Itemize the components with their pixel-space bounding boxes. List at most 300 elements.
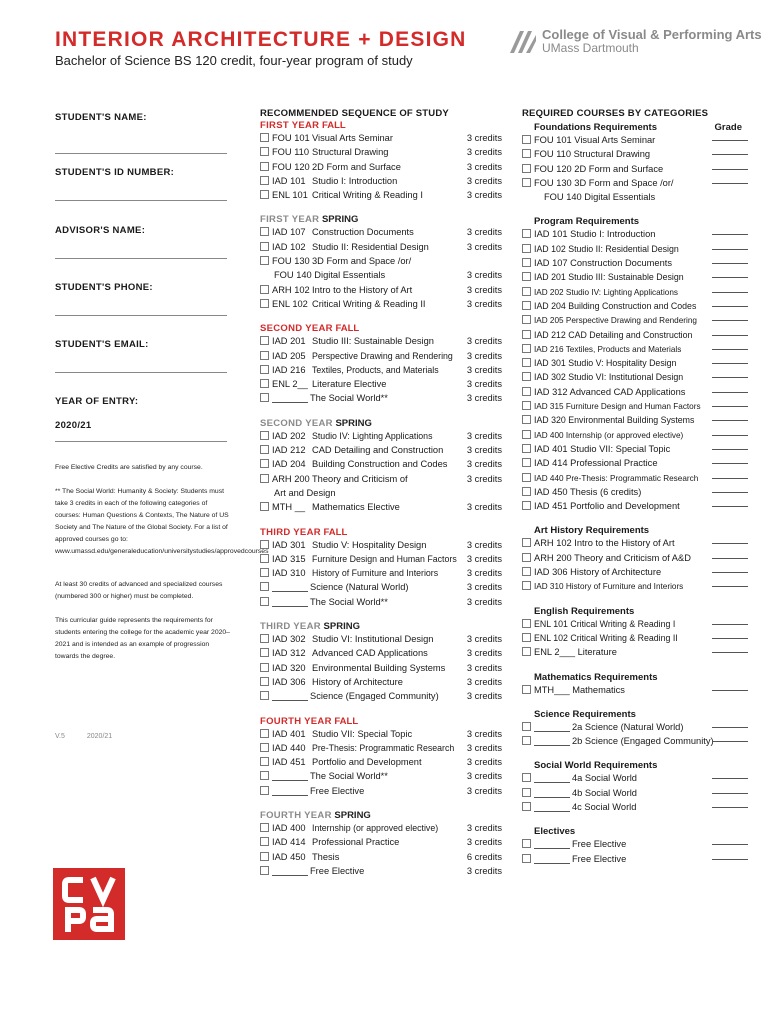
requirement-blank-line[interactable] [534, 736, 570, 746]
course-code: FOU 130 [272, 256, 310, 267]
course-row [260, 784, 502, 798]
course-row [260, 391, 502, 405]
semester-term: SPRING [321, 214, 359, 226]
course-credits: 3 credits [466, 161, 502, 172]
course-row [260, 566, 502, 580]
requirement-text: 2a Science (Natural World) [572, 721, 684, 732]
requirement-checkbox[interactable] [522, 553, 531, 562]
course-checkbox[interactable] [260, 648, 269, 657]
course-credits: 3 credits [466, 634, 502, 645]
requirement-text: IAD 440 Pre-Thesis: Programmatic Research [534, 473, 699, 483]
requirement-row [522, 313, 748, 327]
course-name: FOU 140 Digital Essentials [274, 270, 386, 281]
course-credits: 3 credits [466, 445, 502, 456]
semester-term: SPRING [335, 417, 372, 429]
course-row [260, 363, 502, 377]
requirement-text: IAD 315 Furniture Design and Human Factors [534, 402, 701, 412]
course-row [260, 595, 502, 609]
course-checkbox[interactable] [260, 866, 269, 875]
requirement-text: 4b Social World [572, 787, 637, 798]
requirement-checkbox[interactable] [522, 501, 531, 510]
grade-line[interactable] [712, 690, 748, 691]
requirement-checkbox[interactable] [522, 788, 531, 797]
course-credits: 3 credits [466, 539, 502, 550]
course-name: 2D Form and Surface [312, 161, 401, 172]
requirement-checkbox[interactable] [522, 272, 531, 281]
requirement-checkbox[interactable] [522, 633, 531, 642]
grade-line[interactable] [712, 292, 748, 293]
grade-line[interactable] [712, 741, 748, 742]
course-code: IAD 310 [272, 568, 306, 579]
grade-line[interactable] [712, 492, 748, 493]
course-row [260, 334, 502, 348]
categories-heading: REQUIRED COURSES BY CATEGORIES [522, 108, 709, 119]
course-credits: 3 credits [466, 459, 502, 470]
course-name: Advanced CAD Applications [312, 648, 428, 659]
student-name-line[interactable] [55, 153, 227, 154]
course-checkbox[interactable] [260, 133, 269, 142]
course-code: ENL 2__ [272, 379, 308, 390]
semester-term: SPRING [323, 621, 360, 633]
requirement-blank-line[interactable] [534, 802, 570, 812]
grade-line[interactable] [712, 586, 748, 587]
course-row [260, 646, 502, 660]
requirement-checkbox[interactable] [522, 401, 531, 410]
student-id-line[interactable] [55, 200, 227, 201]
course-checkbox[interactable] [260, 691, 269, 700]
course-checkbox[interactable] [260, 757, 269, 766]
phone-label: STUDENT'S PHONE: [55, 282, 153, 293]
course-name: 3D Form and Space /or/ [312, 256, 412, 267]
grade-line[interactable] [712, 349, 748, 350]
course-credits: 3 credits [466, 430, 502, 441]
requirement-blank-line[interactable] [534, 839, 570, 849]
course-checkbox[interactable] [260, 677, 269, 686]
course-checkbox[interactable] [260, 445, 269, 454]
version-year: 2020/21 [86, 733, 113, 740]
requirement-checkbox[interactable] [522, 444, 531, 453]
course-checkbox[interactable] [260, 743, 269, 752]
course-row [260, 500, 502, 514]
requirement-checkbox[interactable] [522, 773, 531, 782]
grade-line[interactable] [712, 377, 748, 378]
grade-line[interactable] [712, 844, 748, 845]
course-checkbox[interactable] [260, 540, 269, 549]
course-checkbox[interactable] [260, 393, 269, 402]
course-checkbox[interactable] [260, 147, 269, 156]
grade-line[interactable] [712, 463, 748, 464]
requirement-group-title-text: Foundations Requirements [534, 122, 657, 133]
requirement-group-title: Program Requirements [534, 216, 640, 228]
requirement-row [522, 342, 748, 356]
course-credits: 3 credits [466, 379, 502, 390]
requirement-checkbox[interactable] [522, 344, 531, 353]
course-checkbox[interactable] [260, 336, 269, 345]
requirement-text: IAD 306 History of Architecture [534, 567, 662, 578]
course-checkbox[interactable] [260, 285, 269, 294]
requirement-text: FOU 130 3D Form and Space /or/ [534, 177, 674, 188]
course-credits: 3 credits [466, 298, 502, 309]
grade-line[interactable] [712, 543, 748, 544]
grade-line[interactable] [712, 859, 748, 860]
requirement-row [522, 645, 748, 659]
grade-line[interactable] [712, 478, 748, 479]
course-checkbox[interactable] [260, 162, 269, 171]
grade-line[interactable] [712, 572, 748, 573]
grade-line[interactable] [712, 306, 748, 307]
year-line[interactable] [55, 441, 227, 442]
requirement-checkbox[interactable] [522, 330, 531, 339]
semester-heading [260, 418, 502, 429]
course-row [260, 538, 502, 552]
course-row [260, 580, 502, 594]
requirement-checkbox[interactable] [522, 387, 531, 396]
requirement-checkbox[interactable] [522, 538, 531, 547]
student-id-label: STUDENT'S ID NUMBER: [55, 167, 175, 178]
requirement-checkbox[interactable] [522, 287, 531, 296]
requirement-checkbox[interactable] [522, 619, 531, 628]
requirement-text: ENL 102 Critical Writing & Reading II [534, 632, 678, 643]
grade-line[interactable] [712, 558, 748, 559]
requirement-text: IAD 204 Building Construction and Codes [534, 300, 697, 311]
grade-line[interactable] [712, 154, 748, 155]
course-row [260, 864, 502, 878]
requirement-checkbox[interactable] [522, 854, 531, 863]
course-name: Internship (or approved elective) [312, 822, 439, 833]
course-code: IAD 102 [272, 241, 306, 252]
requirement-checkbox[interactable] [522, 722, 531, 731]
course-credits: 3 credits [466, 676, 502, 687]
requirement-checkbox[interactable] [522, 315, 531, 324]
requirement-row [522, 242, 748, 256]
requirement-text: ARH 102 Intro to the History of Art [534, 538, 675, 549]
requirement-checkbox[interactable] [522, 358, 531, 367]
course-checkbox[interactable] [260, 597, 269, 606]
course-row [260, 131, 502, 145]
requirement-checkbox[interactable] [522, 149, 531, 158]
course-name: Literature Elective [312, 379, 387, 390]
course-code: IAD 306 [272, 676, 306, 687]
course-row [260, 552, 502, 566]
grade-line[interactable] [712, 277, 748, 278]
requirement-text: 4c Social World [572, 801, 637, 812]
course-checkbox[interactable] [260, 771, 269, 780]
course-code: IAD 450 [272, 851, 306, 862]
semester-year: SECOND YEAR [260, 323, 333, 335]
course-name: Studio V: Hospitality Design [312, 539, 427, 550]
requirement-group-title: Mathematics Requirements [534, 671, 658, 683]
course-checkbox[interactable] [260, 176, 269, 185]
course-checkbox[interactable] [260, 554, 269, 563]
course-checkbox[interactable] [260, 582, 269, 591]
course-blank-line[interactable] [272, 786, 308, 796]
grade-label: Grade [714, 122, 742, 133]
semester-year: SECOND YEAR [260, 417, 333, 429]
requirement-checkbox[interactable] [522, 301, 531, 310]
course-code: FOU 120 [272, 161, 310, 172]
grade-line[interactable] [712, 392, 748, 393]
course-row [260, 160, 502, 174]
year-label: YEAR OF ENTRY: [55, 396, 139, 407]
course-code: IAD 414 [272, 837, 306, 848]
course-credits: 3 credits [466, 648, 502, 659]
requirement-checkbox[interactable] [522, 567, 531, 576]
course-checkbox[interactable] [260, 299, 269, 308]
requirement-row [522, 631, 748, 645]
phone-line[interactable] [55, 315, 227, 316]
course-credits: 6 credits [466, 851, 502, 862]
course-name: Studio VI: Institutional Design [312, 634, 434, 645]
email-label: STUDENT'S EMAIL: [55, 339, 149, 350]
requirement-text: IAD 101 Studio I: Introduction [534, 229, 656, 240]
grade-line[interactable] [712, 363, 748, 364]
advisor-label: ADVISOR'S NAME: [55, 225, 146, 236]
requirement-text: IAD 301 Studio V: Hospitality Design [534, 358, 677, 369]
course-name: Studio IV: Lighting Applications [312, 430, 433, 441]
course-credits: 3 credits [466, 582, 502, 593]
grade-line[interactable] [712, 420, 748, 421]
course-credits: 3 credits [466, 284, 502, 295]
semester-year: THIRD YEAR [260, 526, 321, 538]
course-row [260, 377, 502, 391]
requirement-checkbox[interactable] [522, 258, 531, 267]
semester-term: FALL [335, 323, 360, 335]
requirement-checkbox[interactable] [522, 430, 531, 439]
requirement-checkbox[interactable] [522, 487, 531, 496]
course-credits: 3 credits [466, 865, 502, 876]
course-checkbox[interactable] [260, 852, 269, 861]
requirement-checkbox[interactable] [522, 415, 531, 424]
course-name: The Social World** [310, 393, 388, 404]
grade-line[interactable] [712, 506, 748, 507]
requirement-checkbox[interactable] [522, 164, 531, 173]
course-credits: 3 credits [466, 270, 502, 281]
course-credits: 3 credits [466, 502, 502, 513]
course-row [260, 240, 502, 254]
requirement-checkbox[interactable] [522, 372, 531, 381]
requirement-checkbox[interactable] [522, 736, 531, 745]
advisor-line[interactable] [55, 258, 227, 259]
requirement-row [522, 786, 748, 800]
requirement-row [522, 536, 748, 550]
course-row [260, 741, 502, 755]
note-advanced-credits: At least 30 credits of advanced and specialized courses (numbered 300 or higher) must be completed. [55, 581, 223, 600]
grade-line[interactable] [712, 652, 748, 653]
course-blank-line[interactable] [272, 691, 308, 701]
grade-line[interactable] [712, 140, 748, 141]
requirement-checkbox[interactable] [522, 178, 531, 187]
requirement-row [522, 299, 748, 313]
course-blank-line[interactable] [272, 866, 308, 876]
required-courses [522, 108, 748, 866]
requirement-group-title: Social World Requirements [534, 760, 658, 772]
grade-line[interactable] [712, 624, 748, 625]
requirement-text: FOU 110 Structural Drawing [534, 149, 651, 160]
requirement-row [522, 256, 748, 270]
course-checkbox[interactable] [260, 729, 269, 738]
requirement-blank-line[interactable] [534, 854, 570, 864]
course-credits: 3 credits [466, 364, 502, 375]
course-code: ENL 101 [272, 190, 308, 201]
grade-line[interactable] [712, 183, 748, 184]
requirement-checkbox[interactable] [522, 581, 531, 590]
requirement-checkbox[interactable] [522, 458, 531, 467]
course-checkbox[interactable] [260, 663, 269, 672]
requirement-blank-line[interactable] [534, 773, 570, 783]
course-row [260, 835, 502, 849]
course-code: IAD 400 [272, 822, 306, 833]
semester-year: FIRST YEAR [260, 214, 320, 226]
requirement-text: MTH___ Mathematics [534, 684, 625, 695]
course-name: Thesis [312, 851, 340, 862]
course-checkbox[interactable] [260, 256, 269, 265]
requirement-checkbox[interactable] [522, 135, 531, 144]
course-code: MTH __ [272, 502, 306, 513]
course-name: Science (Engaged Community) [310, 691, 439, 702]
course-row [260, 755, 502, 769]
course-code: IAD 216 [272, 364, 306, 375]
course-code: IAD 315 [272, 553, 306, 564]
grade-line[interactable] [712, 234, 748, 235]
course-blank-line[interactable] [272, 582, 308, 592]
course-checkbox[interactable] [260, 459, 269, 468]
course-code: IAD 212 [272, 445, 306, 456]
requirement-checkbox[interactable] [522, 802, 531, 811]
requirement-checkbox[interactable] [522, 685, 531, 694]
requirement-text: IAD 450 Thesis (6 credits) [534, 486, 642, 497]
course-row [260, 850, 502, 864]
grade-line[interactable] [712, 778, 748, 779]
course-code: IAD 440 [272, 742, 306, 753]
requirement-blank-line[interactable] [534, 722, 570, 732]
requirement-text: IAD 310 History of Furniture and Interiors [534, 582, 684, 592]
semester-heading [260, 810, 502, 821]
course-row [260, 457, 502, 471]
requirement-row [522, 147, 748, 161]
course-checkbox[interactable] [260, 365, 269, 374]
requirement-row [522, 837, 748, 851]
requirement-row [522, 565, 748, 579]
email-field [55, 339, 230, 373]
grade-line[interactable] [712, 435, 748, 436]
requirement-checkbox[interactable] [522, 244, 531, 253]
grade-line[interactable] [712, 638, 748, 639]
grade-line[interactable] [712, 320, 748, 321]
course-code: IAD 312 [272, 648, 306, 659]
course-checkbox[interactable] [260, 242, 269, 251]
requirement-blank-line[interactable] [534, 788, 570, 798]
course-blank-line[interactable] [272, 597, 308, 607]
requirement-checkbox[interactable] [522, 647, 531, 656]
course-checkbox[interactable] [260, 823, 269, 832]
grade-line[interactable] [712, 169, 748, 170]
college-logo [510, 28, 762, 55]
requirement-text: IAD 414 Professional Practice [534, 458, 658, 469]
requirement-group-title: Art History Requirements [534, 525, 650, 537]
course-row [260, 349, 502, 363]
requirement-row [522, 852, 748, 866]
course-checkbox[interactable] [260, 837, 269, 846]
requirement-row [522, 499, 748, 513]
grade-line[interactable] [712, 449, 748, 450]
requirement-row [522, 285, 748, 299]
grade-line[interactable] [712, 807, 748, 808]
recommended-sequence [260, 108, 502, 878]
course-row [260, 297, 502, 311]
course-checkbox[interactable] [260, 351, 269, 360]
requirement-text: Free Elective [572, 839, 627, 850]
grade-line[interactable] [712, 793, 748, 794]
requirement-row [522, 162, 748, 176]
grade-line[interactable] [712, 249, 748, 250]
grade-line[interactable] [712, 727, 748, 728]
course-checkbox[interactable] [260, 474, 269, 483]
course-row [260, 821, 502, 835]
requirement-text: IAD 102 Studio II: Residential Design [534, 243, 679, 254]
requirement-text: IAD 212 CAD Detailing and Construction [534, 329, 693, 340]
course-row [260, 769, 502, 783]
course-name: Furniture Design and Human Factors [312, 553, 457, 564]
course-name: History of Furniture and Interiors [312, 568, 439, 579]
course-checkbox[interactable] [260, 379, 269, 388]
logo-line2: UMass Dartmouth [542, 41, 639, 55]
requirement-row [522, 399, 748, 413]
course-credits: 3 credits [466, 596, 502, 607]
course-checkbox[interactable] [260, 431, 269, 440]
requirement-checkbox[interactable] [522, 229, 531, 238]
requirement-checkbox[interactable] [522, 473, 531, 482]
course-name: The Social World** [310, 596, 388, 607]
grade-line[interactable] [712, 335, 748, 336]
course-row [260, 689, 502, 703]
requirement-row [522, 485, 748, 499]
course-code: IAD 320 [272, 662, 306, 673]
course-row [260, 443, 502, 457]
course-credits: 3 credits [466, 771, 502, 782]
course-name: Theory and Criticism of [312, 473, 408, 484]
requirement-checkbox[interactable] [522, 839, 531, 848]
course-code: IAD 301 [272, 539, 306, 550]
course-row [260, 675, 502, 689]
course-blank-line[interactable] [272, 393, 308, 403]
requirement-row [522, 683, 748, 697]
course-checkbox[interactable] [260, 786, 269, 795]
semester-heading [260, 716, 502, 727]
requirement-group-title [534, 122, 748, 133]
semester-heading [260, 323, 502, 334]
course-row [260, 268, 502, 282]
requirement-text: IAD 202 Studio IV: Lighting Applications [534, 287, 678, 297]
semester-heading [260, 621, 502, 632]
course-checkbox[interactable] [260, 227, 269, 236]
requirement-row [522, 270, 748, 284]
course-name: Perspective Drawing and Rendering [312, 350, 453, 361]
course-blank-line[interactable] [272, 771, 308, 781]
course-checkbox[interactable] [260, 502, 269, 511]
course-name: Pre-Thesis: Programmatic Research [312, 742, 455, 753]
requirement-row [522, 471, 748, 485]
grade-line[interactable] [712, 263, 748, 264]
course-name: Environmental Building Systems [312, 662, 446, 673]
course-checkbox[interactable] [260, 568, 269, 577]
course-credits: 3 credits [466, 785, 502, 796]
course-checkbox[interactable] [260, 634, 269, 643]
email-line[interactable] [55, 372, 227, 373]
version: V.5 [55, 733, 65, 740]
grade-line[interactable] [712, 406, 748, 407]
course-checkbox[interactable] [260, 190, 269, 199]
course-row [260, 632, 502, 646]
